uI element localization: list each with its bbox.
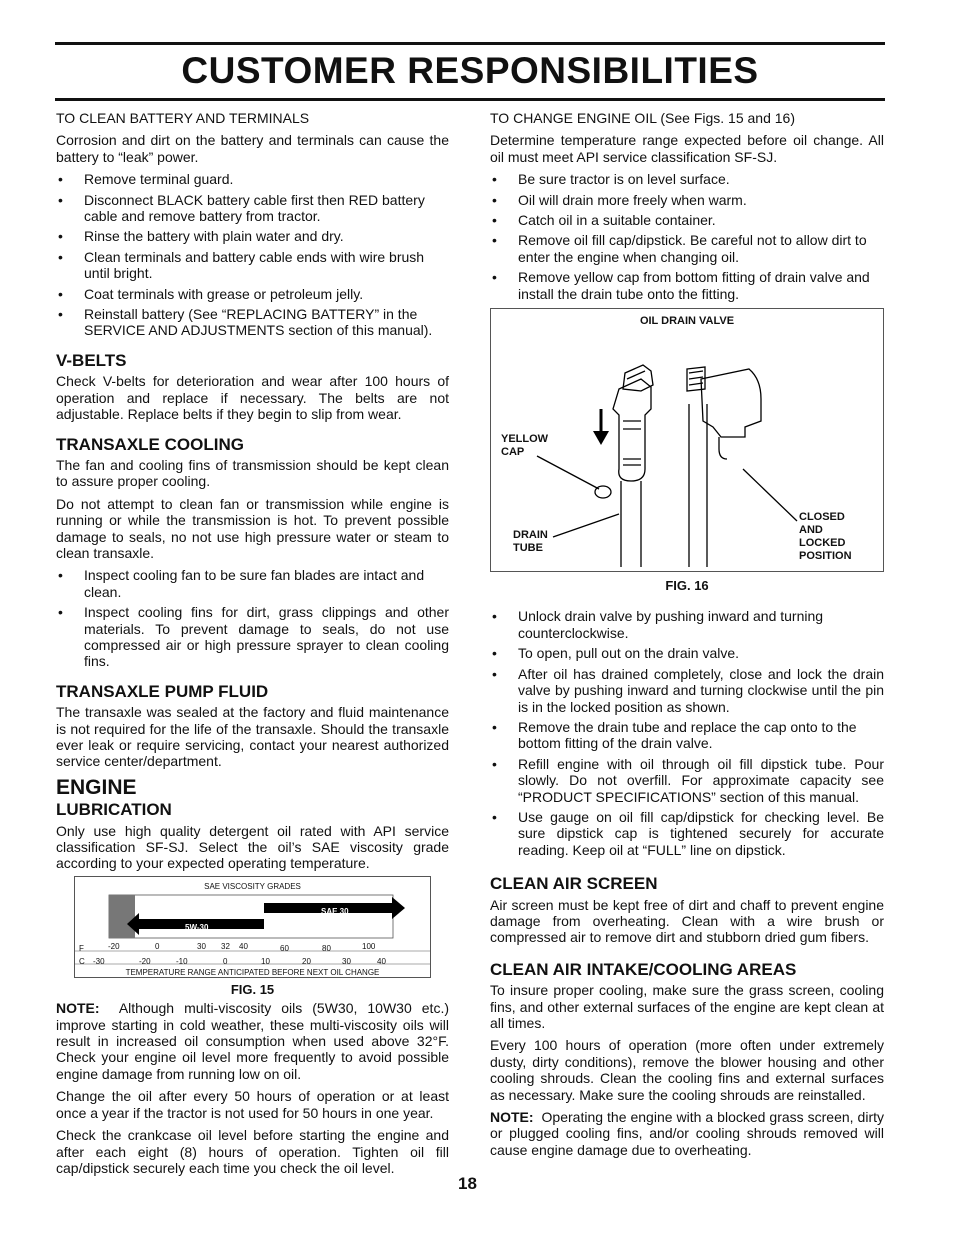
vbelts-heading: V-BELTS (56, 350, 127, 370)
c-tick: 40 (377, 956, 386, 966)
list-item: • To open, pull out on the drain valve. (490, 645, 884, 661)
oil-drain-valve-figure (490, 308, 884, 572)
c-tick: 0 (223, 956, 228, 966)
f-tick: 40 (239, 941, 248, 951)
list-item: • Disconnect BLACK battery cable first then RED battery cable and remove battery from tractor. (56, 192, 449, 225)
air-intake-p2: Every 100 hours of operation (more often under extremely dusty, dirty conditions), remove the blower housing and other cooling shrouds. Clean the cooling fins and external surfaces as necessary. Make sure the cooling shrouds are reinstalled. (490, 1037, 884, 1103)
right-column (490, 110, 884, 1164)
viscosity-footer: TEMPERATURE RANGE ANTICIPATED BEFORE NEXT OIL CHANGE (125, 967, 380, 977)
list-item: • After oil has drained completely, close and lock the drain valve by pushing inward and turning clockwise until the pin is in the locked position as shown. (490, 666, 884, 715)
list-item: • Inspect cooling fan to be sure fan blades are intact and clean. (56, 567, 449, 600)
drain-tube-label (513, 529, 548, 555)
f-tick: 60 (280, 943, 289, 953)
f-tick: 100 (362, 941, 376, 951)
battery-intro: Corrosion and dirt on the battery and terminals can cause the battery to “leak” power. (56, 132, 449, 165)
c-tick: -20 (139, 956, 151, 966)
note-paragraph (56, 1000, 449, 1082)
viscosity-title: SAE VISCOSITY GRADES (204, 881, 301, 891)
vbelts-text: Check V-belts for deterioration and wear after 100 hours of operation and replace if necessary. The belts are not adjustable. Replace belts if they begin to slip from wear. (56, 373, 449, 423)
fahrenheit-label: F (79, 943, 84, 953)
fig16-caption: FIG. 16 (665, 578, 709, 594)
closed-line-3: LOCKED (799, 537, 846, 550)
top-rule (55, 42, 885, 45)
list-item: • Remove yellow cap from bottom fitting of drain valve and install the drain tube onto the fitting. (490, 269, 884, 302)
f-tick: -20 (108, 941, 120, 951)
list-item: • Catch oil in a suitable container. (490, 212, 884, 228)
air-intake-note (490, 1109, 884, 1158)
air-intake-p1: To insure proper cooling, make sure the grass screen, cooling fins, and other external surfaces of the engine are kept clean at all times. (490, 982, 884, 1031)
note-label: NOTE: (56, 1000, 100, 1017)
f-tick: 0 (155, 941, 160, 951)
engine-heading: ENGINE (56, 775, 137, 799)
list-item: • Remove oil fill cap/dipstick. Be careful not to allow dirt to enter the engine when changing oil. (490, 232, 884, 265)
oil-steps-1 (490, 171, 884, 302)
sae30-label: SAE 30 (321, 906, 349, 916)
list-item: • Reinstall battery (See “REPLACING BATTERY” in the SERVICE AND ADJUSTMENTS section of this manual). (56, 306, 449, 339)
closed-line-4: POSITION (799, 550, 852, 563)
page-number: 18 (458, 1174, 477, 1193)
lubrication-heading: LUBRICATION (56, 800, 172, 820)
c-tick: -10 (176, 956, 188, 966)
oil-steps-2 (490, 608, 884, 858)
fig15-caption: FIG. 15 (230, 981, 275, 997)
pump-fluid-heading: TRANSAXLE PUMP FLUID (56, 681, 269, 701)
oil-change-interval: Change the oil after every 50 hours of operation or at least once a year if the tractor is not used for 50 hours in one year. (56, 1088, 449, 1121)
yellow-cap-line-2: CAP (501, 446, 525, 459)
lubrication-text: Only use high quality detergent oil rated with API service classification SF-SJ. Select the oil’s SAE viscosity grade according to your expected operating temperature. (56, 822, 449, 872)
list-item: • Clean terminals and battery cable ends with wire brush until bright. (56, 249, 449, 282)
list-item: • Coat terminals with grease or petroleum jelly. (56, 286, 449, 302)
oil-intro: Determine temperature range expected before oil change. All oil must meet API service classification SF-SJ. (490, 132, 884, 165)
celsius-label: C (79, 956, 85, 966)
viscosity-chart (74, 876, 431, 978)
air-intake-heading: CLEAN AIR INTAKE/COOLING AREAS (490, 959, 797, 979)
note-label: NOTE: (490, 1109, 534, 1126)
oil-caption: TO CHANGE ENGINE OIL (See Figs. 15 and 16) (490, 110, 795, 126)
list-item: • Be sure tractor is on level surface. (490, 171, 884, 187)
f-tick: 32 (221, 941, 230, 951)
transaxle-cooling-p2: Do not attempt to clean fan or transmission while engine is running or while the transmission is hot. To prevent possible damage to seals, no not use high pressure water or steam to clean transaxle. (56, 495, 449, 561)
title-underline (55, 98, 885, 101)
list-item: • Oil will drain more freely when warm. (490, 192, 884, 208)
left-column (56, 110, 449, 1182)
pump-fluid-text: The transaxle was sealed at the factory and fluid maintenance is not required for the life of the transaxle. Should the transaxle ever leak or require servicing, contact your nearest authorized service center/department. (56, 704, 449, 770)
battery-steps (56, 171, 449, 339)
f-tick: 80 (322, 943, 331, 953)
note-text: Operating the engine with a blocked grass screen, dirty or plugged cooling fins, and/or cooling shrouds removed will cause engine damage due to overheating. (490, 1109, 884, 1158)
oil-check-interval: Check the crankcase oil level before starting the engine and after each eight (8) hours of operation. Tighten oil fill cap/dipstick securely each time you check the oil level. (56, 1127, 449, 1176)
transaxle-cooling-steps (56, 567, 449, 669)
list-item: • Unlock drain valve by pushing inward and turning counterclockwise. (490, 608, 884, 641)
drain-tube-line-2: TUBE (513, 542, 543, 555)
closed-line-2: AND (799, 524, 823, 537)
list-item: • Use gauge on oil fill cap/dipstick for checking level. Be sure dipstick cap is tightened securely for accurate reading. Keep oil at “FULL” line on dipstick. (490, 809, 884, 858)
5w30-label: 5W-30 (185, 922, 209, 932)
yellow-cap-line-1: YELLOW (501, 433, 549, 446)
list-item: • Refill engine with oil through oil fill dipstick tube. Pour slowly. Do not overfill. For approximate capacity see “PRODUCT SPECIFICATIONS” section of this manual. (490, 756, 884, 805)
battery-caption: TO CLEAN BATTERY AND TERMINALS (56, 110, 310, 126)
list-item: • Inspect cooling fins for dirt, grass clippings and other materials. To prevent damage to seals, do not use compressed air or high pressure sprayer to clean cooling fins. (56, 604, 449, 670)
air-screen-text: Air screen must be kept free of dirt and chaff to prevent engine damage from overheating. Clean with a wire brush or compressed air to remove dirt and stubborn dried gum fibers. (490, 896, 884, 946)
f-tick: 30 (197, 941, 206, 951)
list-item: • Remove the drain tube and replace the cap onto to the bottom fitting of the drain valve. (490, 719, 884, 752)
c-tick: 20 (302, 956, 311, 966)
c-tick: 10 (261, 956, 270, 966)
air-screen-heading: CLEAN AIR SCREEN (490, 874, 658, 894)
transaxle-cooling-heading: TRANSAXLE COOLING (56, 434, 244, 454)
note-text: Although multi-viscosity oils (5W30, 10W30 etc.) improve starting in cold weather, these multi-viscosity oils will result in increased oil consumption when used above 32°F. Check your engine oil level more frequently to avoid possible engine damage from running low on oil. (56, 1000, 449, 1082)
yellow-cap-label (501, 433, 548, 459)
list-item: • Remove terminal guard. (56, 171, 449, 187)
closed-line-1: CLOSED (799, 511, 845, 524)
list-item: • Rinse the battery with plain water and dry. (56, 228, 449, 244)
closed-locked-label (799, 511, 852, 563)
page-title: CUSTOMER RESPONSIBILITIES (181, 50, 759, 91)
c-tick: -30 (93, 956, 105, 966)
c-tick: 30 (342, 956, 351, 966)
fig16-title: OIL DRAIN VALVE (639, 315, 735, 328)
drain-tube-line-1: DRAIN (513, 529, 548, 542)
transaxle-cooling-p1: The fan and cooling fins of transmission should be kept clean to assure proper cooling. (56, 456, 449, 490)
